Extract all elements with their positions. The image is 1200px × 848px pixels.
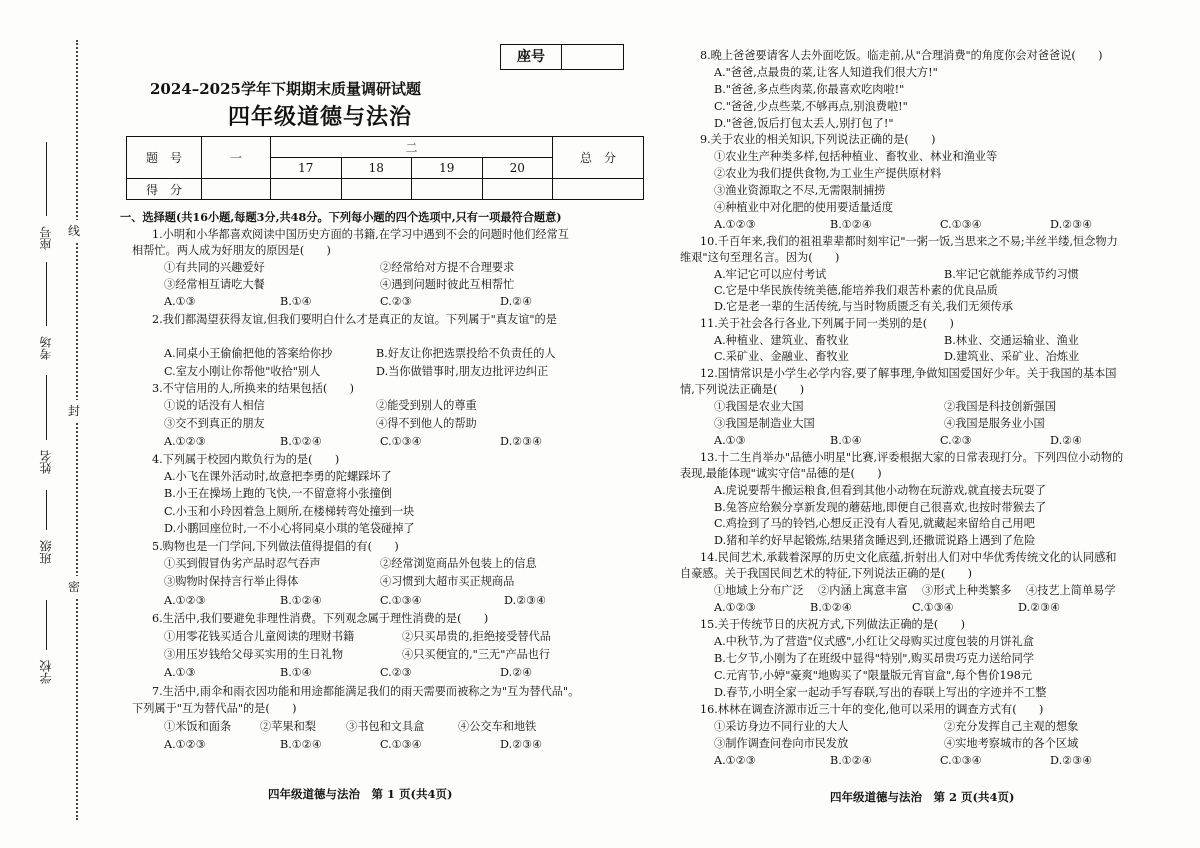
question-text: 11.关于社会各行各业,下列属于同一类别的是( ) — [700, 317, 954, 330]
choice-item: ①用零花钱买适合儿童阅读的理财书籍 — [164, 630, 355, 643]
question-text: 15.关于传统节日的庆祝方式,下列做法正确的是( ) — [700, 618, 966, 631]
option: D.小鹏回座位时,一不小心将同桌小琪的笔袋碰掉了 — [164, 522, 415, 535]
option: A."爸爸,点最贵的菜,让客人知道我们很大方!" — [714, 66, 938, 79]
option: D.②③④ — [1050, 218, 1093, 231]
option: A.①②③ — [714, 754, 756, 767]
question-text: 自豪感。关于我国民间艺术的特征,下列说法正确的是( ) — [680, 567, 972, 580]
choice-item: ④种植业中对化肥的使用要适量适度 — [714, 201, 894, 214]
question-text: 维艰"这句至理名言。因为( ) — [680, 251, 840, 264]
choice-item: ④习惯到大超市买正规商品 — [380, 575, 515, 588]
choice-item: ③形式上种类繁多 — [922, 584, 1012, 597]
choice-item: ②经常给对方提不合理要求 — [380, 261, 515, 274]
question-text: 2.我们都渴望获得友谊,但我们要明白什么才是真正的友谊。下列属于"真友谊"的是 — [152, 313, 557, 326]
field-room-line — [46, 262, 47, 326]
choice-item: ③购物时保持言行举止得体 — [164, 575, 299, 588]
choice-item: ②充分发挥自己主观的想象 — [944, 720, 1079, 733]
question-text: 5.购物也是一门学问,下列做法值得提倡的有( ) — [152, 540, 399, 553]
score-table-subcol: 18 — [341, 158, 412, 179]
option: B."爸爸,多点些肉菜,你最喜欢吃肉啦!" — [714, 83, 905, 96]
option: C.元宵节,小婷"豪爽"地购买了"限量版元宵盲盒",每个售价198元 — [714, 669, 1033, 682]
option: A.①②③ — [164, 435, 206, 448]
option: C.小玉和小玲因着急上厕所,在楼梯转弯处撞到一块 — [164, 505, 415, 518]
field-seat-label: 座号 — [39, 226, 53, 250]
option: D.春节,小明全家一起动手写春联,写出的春联上写出的字迹并不工整 — [714, 686, 1047, 699]
question-text: 9.关于农业的相关知识,下列说法正确的是( ) — [700, 133, 936, 146]
score-table-subcol: 19 — [412, 158, 483, 179]
seat-number-box — [500, 44, 624, 70]
option: B.①④ — [830, 434, 862, 447]
choice-item: ②农业为我们提供食物,为工业生产提供原材料 — [714, 167, 942, 180]
question-text: 8.晚上爸爸要请客人去外面吃饭。临走前,从"合理消费"的角度你会对爸爸说( ) — [700, 49, 1103, 62]
choice-item: ③渔业资源取之不尽,无需限制捕捞 — [714, 184, 886, 197]
choice-item: ④技艺上简单易学 — [1026, 584, 1116, 597]
option: D.②④ — [500, 666, 533, 679]
option: A.同桌小王偷偷把他的答案给你抄 — [164, 347, 333, 360]
score-table-total: 总 分 — [553, 137, 644, 179]
question-text: 6.生活中,我们要避免非理性消费。下列观念属于理性消费的是( ) — [152, 612, 489, 625]
option: C."爸爸,少点些菜,不够再点,别浪费啦!" — [714, 100, 908, 113]
option: C.室友小刚让你帮他"收拾"别人 — [164, 365, 321, 378]
seal-mark-mi: 密 — [68, 576, 80, 597]
seat-number-label: 座号 — [501, 45, 562, 69]
option: D.猪和羊约好早起锻炼,结果猪贪睡迟到,还撒谎说路上遇到了危险 — [714, 534, 1036, 547]
question-text: 表现,最能体现"诚实守信"品德的是( ) — [680, 467, 882, 480]
choice-item: ③交不到真正的朋友 — [164, 417, 265, 430]
option: A.虎说要帮牛搬运粮食,但看到其他小动物在玩游戏,就直接去玩耍了 — [714, 484, 1046, 497]
option: C.①③④ — [940, 754, 982, 767]
option: B.①④ — [280, 295, 312, 308]
question-text: 14.民间艺术,承载着深厚的历史文化底蕴,折射出人们对中华优秀传统文化的认同感和 — [700, 551, 1117, 564]
option: B.①②④ — [810, 601, 852, 614]
option: A.种植业、建筑业、畜牧业 — [714, 334, 849, 347]
field-name-label: 姓名 — [39, 450, 53, 474]
seal-mark-xian: 线 — [68, 220, 80, 241]
question-text: 下列属于"互为替代品"的是( ) — [132, 702, 297, 715]
option: C.它是中华民族传统美德,能培养我们艰苦朴素的优良品质 — [714, 284, 998, 297]
seal-dotted-line — [76, 40, 78, 820]
seal-mark-feng: 封 — [68, 400, 80, 421]
option: A.①②③ — [164, 738, 206, 751]
choice-item: ①地域上分布广泛 — [714, 584, 804, 597]
option: B.①②④ — [830, 218, 872, 231]
option: B.牢记它就能养成节约习惯 — [944, 268, 1079, 281]
choice-item: ③经常相互请吃大餐 — [164, 278, 265, 291]
score-cell — [341, 179, 412, 200]
option: B.小王在操场上跑的飞快,一不留意将小张撞倒 — [164, 487, 392, 500]
choice-item: ④只买便宜的,"三无"产品也行 — [402, 648, 551, 661]
score-table-row-label: 题 号 — [127, 137, 202, 179]
page-footer-1: 四年级道德与法治 第 1 页(共4页) — [268, 787, 453, 801]
option: B.林业、交通运输业、渔业 — [944, 334, 1079, 347]
score-table-score-label: 得 分 — [127, 179, 202, 200]
option: D."爸爸,饭后打包太丢人,别打包了!" — [714, 117, 894, 130]
option: A.①②③ — [714, 218, 756, 231]
question-text: 7.生活中,雨伞和雨衣因功能和用途都能满足我们的雨天需要而被称之为"互为替代品"。 — [152, 685, 580, 698]
question-text: 12.国情常识是小学生必学内容,要了解事理,争做知国爱国好少年。关于我国的基本国 — [700, 367, 1117, 380]
field-name-line — [46, 375, 47, 440]
choice-item: ③制作调查问卷向市民发放 — [714, 737, 849, 750]
choice-item: ②只买昂贵的,拒绝接受替代品 — [402, 630, 551, 643]
choice-item: ①农业生产种类多样,包括种植业、畜牧业、林业和渔业等 — [714, 150, 998, 163]
option: C.②③ — [380, 295, 412, 308]
choice-item: ③我国是制造业大国 — [714, 417, 815, 430]
field-class-label: 班级 — [39, 540, 53, 564]
choice-item: ④实地考察城市的各个区域 — [944, 737, 1079, 750]
question-text: 相帮忙。两人成为好朋友的原因是( ) — [132, 244, 331, 257]
option: A.①②③ — [714, 601, 756, 614]
option: D.建筑业、采矿业、冶炼业 — [944, 350, 1080, 363]
option: B.①②④ — [280, 435, 322, 448]
option: B.兔答应给猴分享新发现的蘑菇地,即便自己很喜欢,也按时带猴去了 — [714, 501, 1047, 514]
score-table-subcol: 20 — [482, 158, 553, 179]
option: D.②③④ — [500, 738, 543, 751]
option: A.①③ — [714, 434, 746, 447]
option: B.①④ — [280, 666, 312, 679]
choice-item: ①米饭和面条 — [164, 720, 232, 733]
question-text: 13.十二生肖举办"品德小明星"比赛,评委根据大家的日常表现打分。下列四位小动物的 — [700, 451, 1124, 464]
option: B.好友让你把选票投给不负责任的人 — [376, 347, 556, 360]
choice-item: ②经常浏览商品外包装上的信息 — [380, 557, 537, 570]
option: C.②③ — [380, 666, 412, 679]
option: D.②③④ — [1018, 601, 1061, 614]
option: B.①②④ — [830, 754, 872, 767]
option: C.②③ — [940, 434, 972, 447]
option: A.小飞在课外活动时,故意把李勇的陀螺踩坏了 — [164, 470, 392, 483]
option: C.①③④ — [380, 594, 422, 607]
option: C.①③④ — [940, 218, 982, 231]
option: C.①③④ — [912, 601, 954, 614]
question-text: 4.下列属于校园内欺负行为的是( ) — [152, 453, 340, 466]
option: C.①③④ — [380, 738, 422, 751]
score-table-col-one: 一 — [202, 137, 271, 179]
score-table-col-two: 二 — [271, 137, 553, 158]
option: A.中秋节,为了营造"仪式感",小红让父母购买过度包装的月饼礼盒 — [714, 635, 1034, 648]
option: D.②④ — [500, 295, 533, 308]
option: B.①②④ — [280, 738, 322, 751]
option: D.它是老一辈的生活传统,与当时物质匮乏有关,我们无须传承 — [714, 300, 1013, 313]
option: D.②③④ — [500, 435, 543, 448]
section-heading: 一、选择题(共16小题,每题3分,共48分。下列每小题的四个选项中,只有一项最符合题意) — [120, 210, 562, 224]
choice-item: ④遇到问题时彼此互相帮忙 — [380, 278, 515, 291]
choice-item: ①我国是农业大国 — [714, 400, 804, 413]
field-school-line — [46, 600, 47, 650]
score-cell — [482, 179, 553, 200]
choice-item: ④得不到他人的帮助 — [376, 417, 477, 430]
question-text: 1.小明和小华都喜欢阅读中国历史方面的书籍,在学习中遇到不会的问题时他们经常互 — [152, 228, 569, 241]
option: C.①③④ — [380, 435, 422, 448]
option: B.七夕节,小刚为了在班级中显得"特别",购买昂贵巧克力送给同学 — [714, 652, 1035, 665]
score-cell — [412, 179, 483, 200]
question-text: 情,下列说法正确是( ) — [680, 383, 805, 396]
choice-item: ②苹果和梨 — [260, 720, 316, 733]
choice-item: ①买到假冒伪劣产品时忍气吞声 — [164, 557, 321, 570]
option: C.采矿业、金融业、畜牧业 — [714, 350, 849, 363]
option: D.②③④ — [504, 594, 547, 607]
choice-item: ④公交车和地铁 — [458, 720, 537, 733]
field-school-label: 学校 — [39, 660, 53, 684]
page-footer-2: 四年级道德与法治 第 2 页(共4页) — [830, 790, 1015, 804]
option: B.①②④ — [280, 594, 322, 607]
option: D.②③④ — [1050, 754, 1093, 767]
question-text: 10.千百年来,我们的祖祖辈辈都时刻牢记"一粥一饭,当思来之不易;半丝半缕,恒念物力 — [700, 235, 1118, 248]
choice-item: ④我国是服务业小国 — [944, 417, 1045, 430]
option: D.当你做错事时,朋友边批评边纠正 — [376, 365, 549, 378]
option: A.牢记它可以应付考试 — [714, 268, 827, 281]
choice-item: ③用压岁钱给父母买实用的生日礼物 — [164, 648, 344, 661]
choice-item: ①说的话没有人相信 — [164, 399, 265, 412]
choice-item: ①有共同的兴趣爱好 — [164, 261, 265, 274]
score-table-subcol: 17 — [271, 158, 342, 179]
score-table — [126, 136, 644, 200]
subject-title: 四年级道德与法治 — [228, 104, 413, 130]
option: C.鸡捡到了马的铃铛,心想反正没有人看见,就藏起来留给自己用吧 — [714, 517, 1035, 530]
choice-item: ③书包和文具盒 — [346, 720, 425, 733]
exam-title: 2024–2025学年下期期末质量调研试题 — [150, 80, 421, 98]
option: A.①③ — [164, 295, 196, 308]
option: A.①③ — [164, 666, 196, 679]
field-seat-line — [46, 142, 47, 216]
choice-item: ①采访身边不同行业的大人 — [714, 720, 849, 733]
choice-item: ②内涵上寓意丰富 — [818, 584, 908, 597]
question-text: 3.不守信用的人,所换来的结果包括( ) — [152, 382, 354, 395]
field-class-line — [46, 490, 47, 530]
score-cell — [553, 179, 644, 200]
choice-item: ②能受到别人的尊重 — [376, 399, 477, 412]
score-cell — [271, 179, 342, 200]
binding-margin — [0, 0, 112, 848]
option: D.②④ — [1050, 434, 1083, 447]
option: A.①②③ — [164, 594, 206, 607]
question-text: 16.林林在调查济源市近三十年的变化,他可以采用的调查方式有( ) — [700, 703, 1044, 716]
score-cell — [202, 179, 271, 200]
field-room-label: 考场 — [39, 336, 53, 360]
choice-item: ②我国是科技创新强国 — [944, 400, 1056, 413]
